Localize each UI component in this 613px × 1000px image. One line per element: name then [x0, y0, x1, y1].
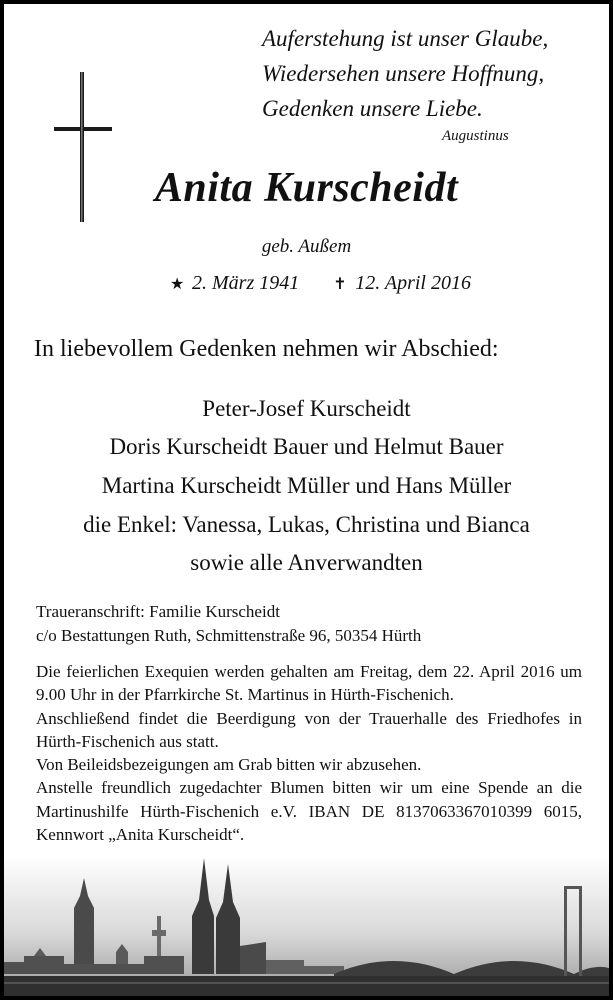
- mourning-address-line-1: Traueranschrift: Familie Kurscheidt: [36, 602, 280, 621]
- mourner-line: sowie alle Anverwandten: [190, 550, 423, 575]
- quote-line-1: Auferstehung ist unser Glaube,: [262, 26, 549, 51]
- birth-date: 2. März 1941: [192, 272, 300, 294]
- details-paragraph: Die feierlichen Exequien werden gehalten am Freitag, dem 22. April 2016 um 9.00 Uhr in der Pfarrkirche St. Martinus in Hürth-Fischenich.: [36, 662, 582, 705]
- mourning-address-line-2: c/o Bestattungen Ruth, Schmittenstraße 96, 50354 Hürth: [36, 626, 422, 645]
- mourner-line: Martina Kurscheidt Müller und Hans Müller: [101, 473, 512, 498]
- details-paragraph: Von Beileidsbezeigungen am Grab bitten wir abzusehen.: [36, 755, 422, 775]
- mourner-line: Peter-Josef Kurscheidt: [202, 396, 411, 421]
- death-cross-icon: ✝: [333, 276, 347, 293]
- details-paragraph: Anschließend findet die Beerdigung von der Trauerhalle des Friedhofes in Hürth-Fischenich aus statt.: [36, 708, 582, 751]
- quote-author: Augustinus: [442, 128, 509, 144]
- mourner-line: die Enkel: Vanessa, Lukas, Christina und Bianca: [83, 512, 530, 537]
- farewell-heading: In liebevollem Gedenken nehmen wir Abschied:: [34, 336, 499, 362]
- quote-line-2: Wiedersehen unsere Hoffnung,: [262, 61, 545, 86]
- life-dates: [170, 272, 471, 295]
- star-icon: ★: [170, 276, 185, 293]
- cologne-skyline-image: [4, 856, 609, 996]
- death-date: 12. April 2016: [355, 272, 471, 294]
- deceased-name: Anita Kurscheidt: [154, 165, 459, 211]
- funeral-details: [36, 660, 582, 846]
- birth-name: geb. Außem: [261, 236, 352, 257]
- details-paragraph: Anstelle freundlich zugedachter Blumen bitten wir um eine Spende an die Martinushilfe Hürth-Fischenich e.V. IBAN DE 8137063367010399 6015, Kennwort „Anita Kurscheidt“.: [36, 778, 582, 845]
- quote-line-3: Gedenken unsere Liebe.: [262, 96, 483, 121]
- mourner-line: Doris Kurscheidt Bauer und Helmut Bauer: [109, 434, 504, 459]
